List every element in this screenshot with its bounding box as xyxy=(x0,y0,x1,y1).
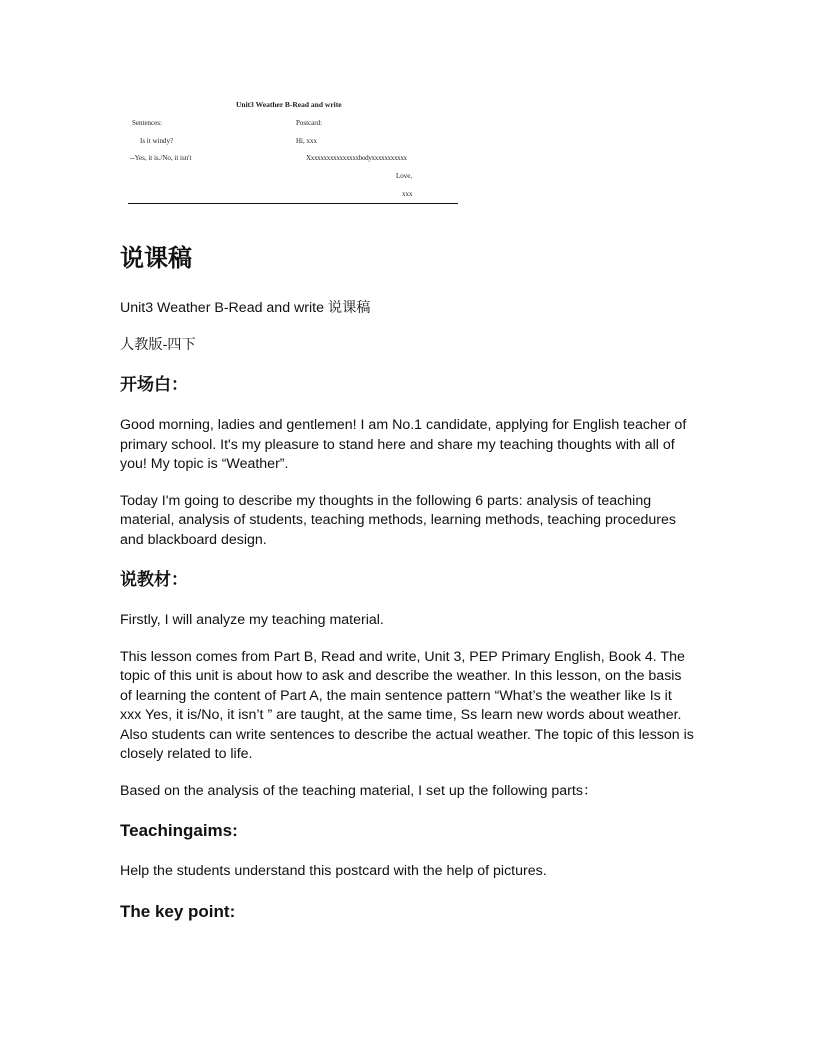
board-postcard-love: Love, xyxy=(396,172,413,180)
edition-label: 人教版-四下 xyxy=(120,337,196,353)
opening-paragraph-1: Good morning, ladies and gentlemen! I am No.1 candidate, applying for English teacher of primary school. It's my pleasure to stand here and share my teaching thoughts with all of you! My topic is “Weather”. xyxy=(120,417,687,472)
board-sentences-label: Sentences: xyxy=(132,119,162,127)
board-sentence-1: Is it windy? xyxy=(140,137,174,145)
material-heading: 说教材： xyxy=(120,570,188,589)
page-title: 说课稿 xyxy=(120,244,192,272)
material-paragraph-2: This lesson comes from Part B, Read and write, Unit 3, PEP Primary English, Book 4. The topic of this unit is about how to ask and describe the weather. In this lesson, on the basis of learning the content of Part A, the main sentence pattern “What’s the weather like Is it xxx Yes, it is/No, it isn’t ” are taught, at the same time, Ss learn new words about weather. Also students can write sentences to describe the actual weather. The topic of this lesson is closely related to life. xyxy=(120,648,694,762)
board-title: Unit3 Weather B-Read and write xyxy=(236,100,342,109)
teaching-aims-paragraph: Help the students understand this postcard with the help of pictures. xyxy=(120,863,547,879)
opening-heading: 开场白： xyxy=(120,375,188,394)
board-postcard-greeting: Hi, xxx xyxy=(296,137,317,145)
key-point-heading: The key point: xyxy=(120,901,236,921)
board-postcard-label: Postcard: xyxy=(296,119,323,127)
board-postcard-body: Xxxxxxxxxxxxxxxxbodyxxxxxxxxxxx xyxy=(306,154,407,162)
opening-paragraph-2: Today I'm going to describe my thoughts in the following 6 parts: analysis of teaching material, analysis of students, teaching methods, learning methods, teaching procedures and blackboard design. xyxy=(120,492,676,548)
board-postcard-sign: xxx xyxy=(402,190,413,198)
blackboard-design-image xyxy=(126,96,458,206)
material-paragraph-1: Firstly, I will analyze my teaching material. xyxy=(120,612,384,628)
board-divider xyxy=(128,203,458,204)
teaching-aims-heading: Teachingaims: xyxy=(120,821,238,840)
material-paragraph-3: Based on the analysis of the teaching material, I set up the following parts： xyxy=(120,782,598,799)
document-body xyxy=(120,240,695,943)
document-subtitle: Unit3 Weather B-Read and write 说课稿 xyxy=(120,300,371,316)
board-sentence-2: --Yes, it is./No, it isn't xyxy=(130,154,192,162)
